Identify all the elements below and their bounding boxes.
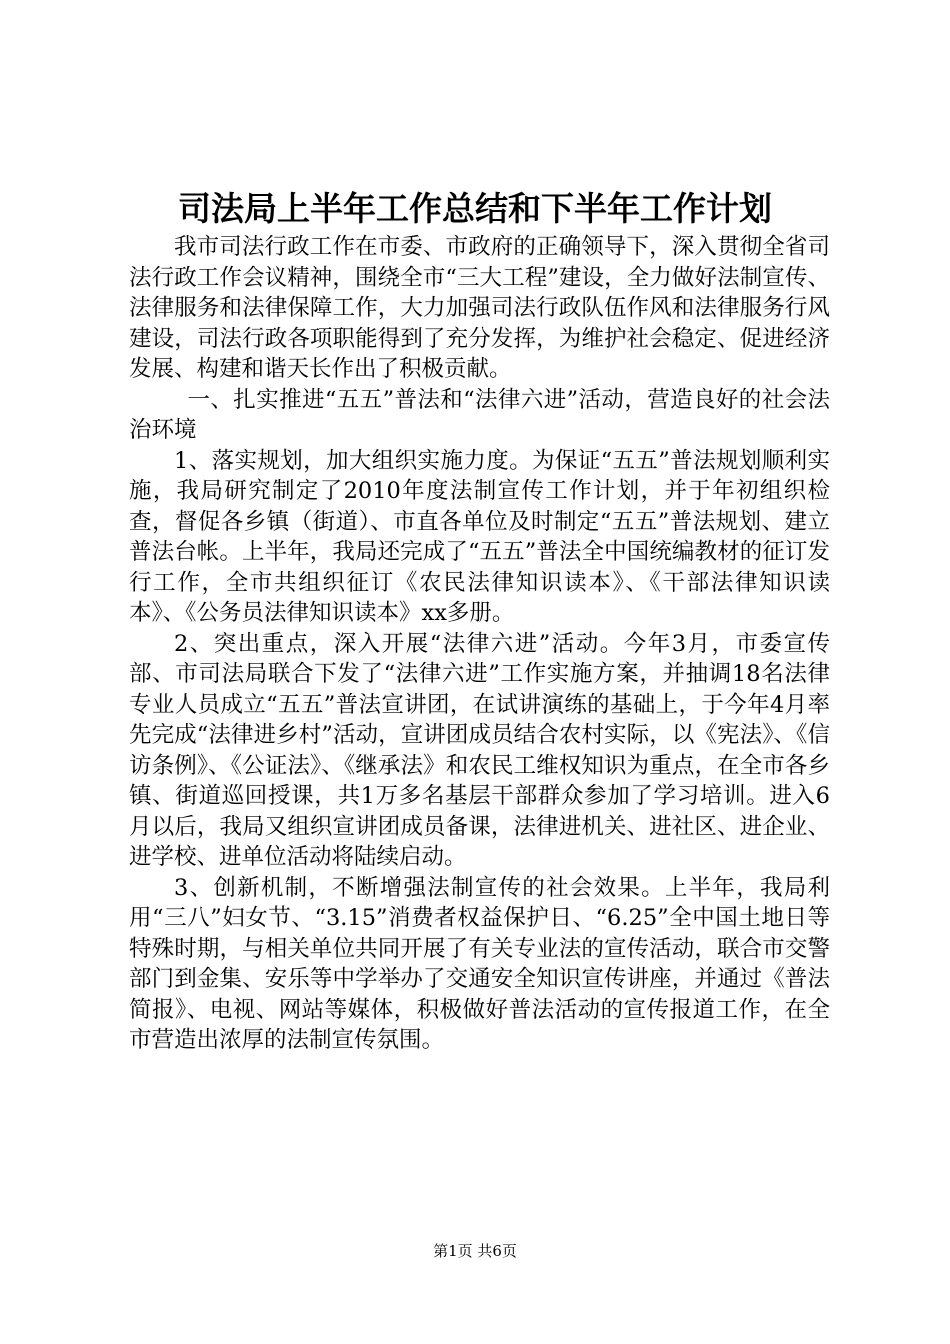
page-footer: 第1页 共6页	[433, 1242, 517, 1260]
body-paragraph-1: 1、落实规划，加大组织实施力度。为保证“五五”普法规划顺利实施，我局研究制定了2010年度法制宣传工作计划，并于年初组织检查，督促各乡镇（街道）、市直各单位及时制定“五五”普法规划、建立普法台帐。上半年，我局还完成了“五五”普法全中国统编教材的征订发行工作，全市共组织征订《农民法律知识读本》、《干部法律知识读本》、《公务员法律知识读本》xx多册。	[129, 447, 830, 626]
intro-paragraph: 我市司法行政工作在市委、市政府的正确领导下，深入贯彻全省司法行政工作会议精神，围绕全市“三大工程”建设，全力做好法制宣传、法律服务和法律保障工作，大力加强司法行政队伍作风和法律服务行风建设，司法行政各项职能得到了充分发挥，为维护社会稳定、促进经济发展、构建和谐天长作出了积极贡献。	[129, 234, 830, 382]
section-heading-1: 一、扎实推进“五五”普法和“法律六进”活动，营造良好的社会法治环境	[129, 386, 830, 443]
body-paragraph-3: 3、创新机制，不断增强法制宣传的社会效果。上半年，我局利用“三八”妇女节、“3.15”消费者权益保护日、“6.25”全中国土地日等特殊时期，与相关单位共同开展了有关专业法的宣传活动，联合市交警部门到金集、安乐等中学举办了交通安全知识宣传讲座，并通过《普法简报》、电视、网站等媒体，积极做好普法活动的宣传报道工作，在全市营造出浓厚的法制宣传氛围。	[129, 874, 830, 1053]
body-paragraph-2: 2、突出重点，深入开展“法律六进”活动。今年3月，市委宣传部、市司法局联合下发了“法律六进”工作实施方案，并抽调18名法律专业人员成立“五五”普法宣讲团，在试讲演练的基础上，于今年4月率先完成“法律进乡村”活动，宣讲团成员结合农村实际，以《宪法》、《信访条例》、《公证法》、《继承法》和农民工维权知识为重点，在全市各乡镇、街道巡回授课，共1万多名基层干部群众参加了学习培训。进入6月以后，我局又组织宣讲团成员备课，法律进机关、进社区、进企业、进学校、进单位活动将陆续启动。	[129, 630, 830, 870]
document-body	[129, 232, 830, 1056]
document-title: 司法局上半年工作总结和下半年工作计划	[178, 189, 772, 228]
